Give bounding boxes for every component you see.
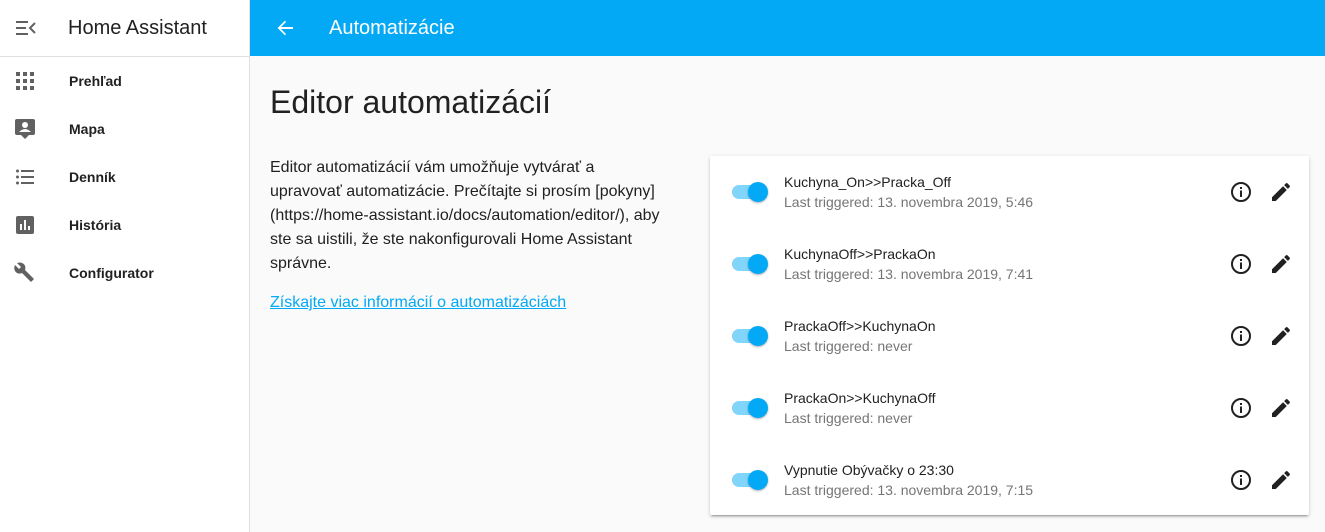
last-triggered: Last triggered: 13. novembra 2019, 7:41 — [784, 266, 1034, 282]
page-title: Editor automatizácií — [270, 84, 552, 120]
automation-name: PrackaOff>>KuchynaOn — [784, 318, 936, 334]
app-header — [250, 0, 1325, 56]
last-triggered: Last triggered: 13. novembra 2019, 5:46 — [784, 194, 1034, 210]
edit-pencil-icon[interactable] — [1269, 252, 1293, 276]
last-triggered: Last triggered: never — [784, 338, 913, 354]
automation-name: Kuchyna_On>>Pracka_Off — [784, 174, 952, 190]
sidebar-item-mapa[interactable] — [0, 105, 249, 153]
sidebar-item-configurator[interactable] — [0, 249, 249, 297]
sidebar-item-label: Configurator — [69, 265, 154, 281]
header-title: Automatizácie — [329, 16, 455, 39]
edit-pencil-icon[interactable] — [1269, 396, 1293, 420]
sidebar-item-historia[interactable] — [0, 201, 249, 249]
list-item — [710, 300, 1309, 372]
account-box-icon — [13, 117, 37, 141]
main-content — [250, 56, 1325, 532]
list-item — [710, 372, 1309, 444]
sidebar-item-label: Mapa — [69, 121, 105, 137]
last-triggered: Last triggered: never — [784, 410, 913, 426]
edit-pencil-icon[interactable] — [1269, 324, 1293, 348]
enable-toggle[interactable] — [730, 254, 768, 274]
list-item — [710, 444, 1309, 516]
edit-pencil-icon[interactable] — [1269, 468, 1293, 492]
automation-name: KuchynaOff>>PrackaOn — [784, 246, 936, 262]
info-icon[interactable] — [1229, 396, 1253, 420]
edit-pencil-icon[interactable] — [1269, 180, 1293, 204]
list-item — [710, 156, 1309, 228]
enable-toggle[interactable] — [730, 326, 768, 346]
poll-box-icon — [13, 213, 37, 237]
info-icon[interactable] — [1229, 324, 1253, 348]
automations-card — [710, 156, 1309, 515]
sidebar-item-prehlad[interactable] — [0, 57, 249, 105]
sidebar — [0, 0, 250, 532]
sidebar-header — [0, 0, 249, 57]
enable-toggle[interactable] — [730, 470, 768, 490]
sidebar-item-label: História — [69, 217, 122, 233]
automation-name: Vypnutie Obývačky o 23:30 — [784, 462, 954, 478]
enable-toggle[interactable] — [730, 182, 768, 202]
automation-name: PrackaOn>>KuchynaOff — [784, 390, 936, 406]
info-icon[interactable] — [1229, 252, 1253, 276]
sidebar-item-label: Prehľad — [69, 73, 122, 89]
apps-grid-icon — [13, 69, 37, 93]
format-list-bulleted-icon — [13, 165, 37, 189]
list-item — [710, 228, 1309, 300]
enable-toggle[interactable] — [730, 398, 768, 418]
info-icon[interactable] — [1229, 468, 1253, 492]
sidebar-item-label: Denník — [69, 169, 116, 185]
more-info-link[interactable]: Získajte viac informácií o automatizáciách — [270, 294, 567, 311]
app-title: Home Assistant — [68, 16, 207, 39]
back-arrow-icon[interactable] — [273, 16, 297, 40]
sidebar-item-dennik[interactable] — [0, 153, 249, 201]
intro-text: Editor automatizácií vám umožňuje vytvárať a upravovať automatizácie. Prečítajte si prosím [pokyny](https://home-assistant.io/docs/automation/editor/), aby ste sa uistili, že ste nakonfigurovali Home Assistant správne. — [270, 159, 660, 272]
info-icon[interactable] — [1229, 180, 1253, 204]
wrench-icon — [13, 261, 37, 285]
last-triggered: Last triggered: 13. novembra 2019, 7:15 — [784, 482, 1034, 498]
menu-collapse-icon[interactable] — [14, 16, 38, 40]
